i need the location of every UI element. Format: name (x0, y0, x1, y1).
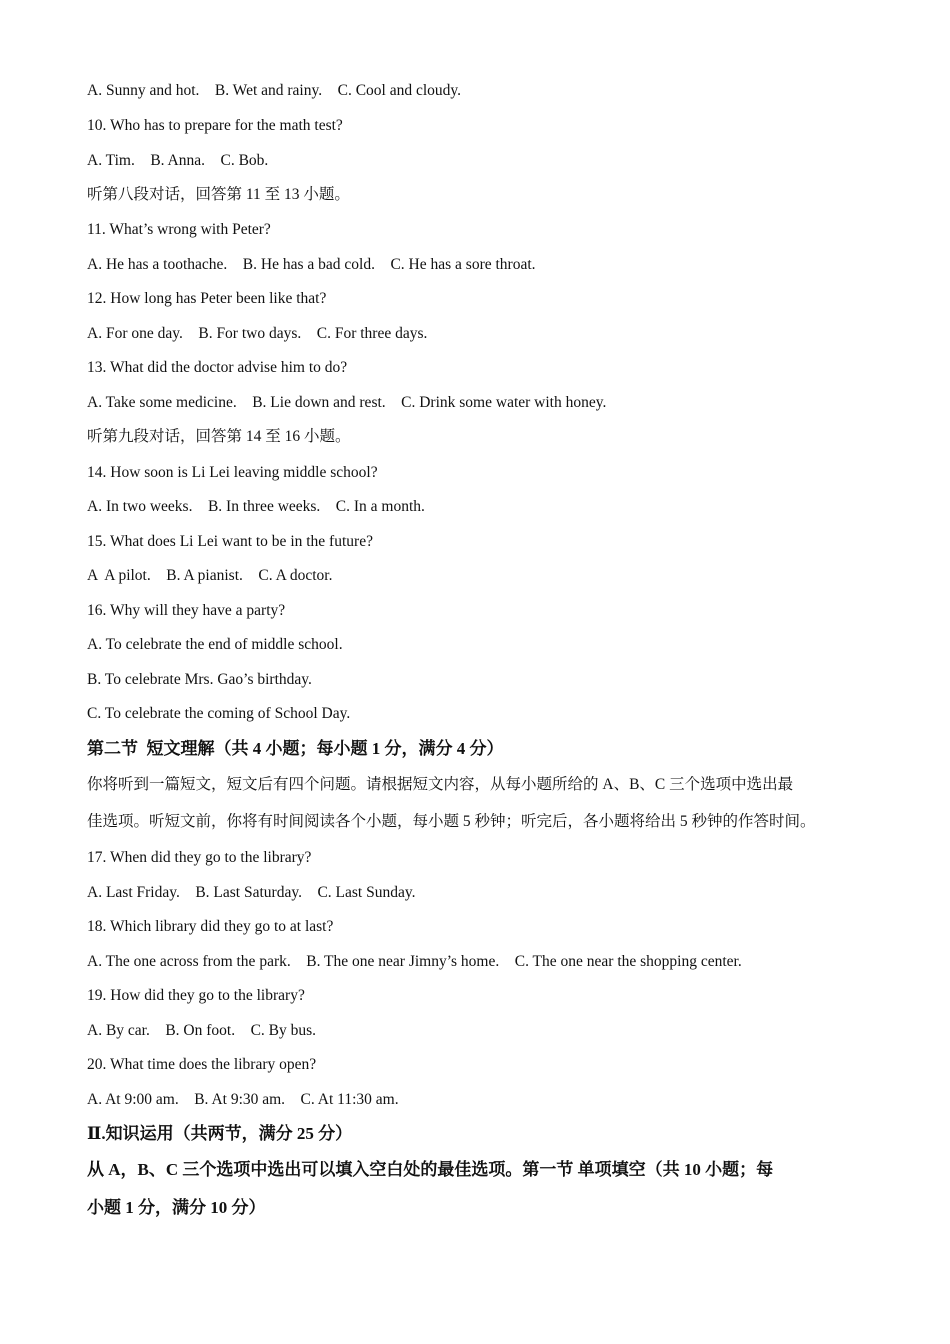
part-heading-knowledge: Ⅱ.知识运用（共两节，满分 25 分） (87, 1124, 353, 1143)
question-17: 17. When did they go to the library? (87, 849, 312, 866)
part-instruction-line-2: 小题 1 分，满分 10 分） (87, 1198, 266, 1217)
answer-options-q18: A. The one across from the park. B. The one near Jimny’s home. C. The one near the shopping center. (87, 953, 742, 970)
question-11: 11. What’s wrong with Peter? (87, 221, 271, 238)
part-instruction-line-1: 从 A，B、C 三个选项中选出可以填入空白处的最佳选项。第一节 单项填空（共 10 小题；每 (87, 1160, 774, 1179)
answer-options-q12: A. For one day. B. For two days. C. For three days. (87, 325, 428, 342)
section-heading-short-passage: 第二节 短文理解（共 4 小题；每小题 1 分，满分 4 分） (87, 739, 504, 758)
answer-options-q15: A A pilot. B. A pianist. C. A doctor. (87, 567, 333, 584)
answer-option-q16-c: C. To celebrate the coming of School Day. (87, 705, 351, 722)
dialogue-9-instruction: 听第九段对话，回答第 14 至 16 小题。 (87, 428, 351, 445)
answer-options-q11: A. He has a toothache. B. He has a bad cold. C. He has a sore throat. (87, 256, 536, 273)
question-16: 16. Why will they have a party? (87, 602, 286, 619)
question-19: 19. How did they go to the library? (87, 987, 305, 1004)
section-instructions-line-1: 你将听到一篇短文，短文后有四个问题。请根据短文内容，从每小题所给的 A、B、C 三个选项中选出最 (87, 776, 794, 793)
answer-options-q9: A. Sunny and hot. B. Wet and rainy. C. Cool and cloudy. (87, 82, 462, 99)
answer-options-q13: A. Take some medicine. B. Lie down and rest. C. Drink some water with honey. (87, 394, 607, 411)
question-10: 10. Who has to prepare for the math test? (87, 117, 343, 134)
question-12: 12. How long has Peter been like that? (87, 290, 327, 307)
question-13: 13. What did the doctor advise him to do? (87, 359, 348, 376)
question-18: 18. Which library did they go to at last? (87, 918, 334, 935)
answer-options-q17: A. Last Friday. B. Last Saturday. C. Last Sunday. (87, 884, 416, 901)
answer-option-q16-b: B. To celebrate Mrs. Gao’s birthday. (87, 671, 312, 688)
question-14: 14. How soon is Li Lei leaving middle school? (87, 464, 378, 481)
question-15: 15. What does Li Lei want to be in the future? (87, 533, 373, 550)
answer-options-q20: A. At 9:00 am. B. At 9:30 am. C. At 11:30 am. (87, 1091, 399, 1108)
answer-options-q10: A. Tim. B. Anna. C. Bob. (87, 152, 269, 169)
answer-options-q19: A. By car. B. On foot. C. By bus. (87, 1022, 317, 1039)
section-instructions-line-2: 佳选项。听短文前，你将有时间阅读各个小题，每小题 5 秒钟；听完后，各小题将给出 5 秒钟的作答时间。 (87, 813, 816, 830)
answer-option-q16-a: A. To celebrate the end of middle school. (87, 636, 343, 653)
answer-options-q14: A. In two weeks. B. In three weeks. C. In a month. (87, 498, 425, 515)
dialogue-8-instruction: 听第八段对话，回答第 11 至 13 小题。 (87, 186, 350, 203)
question-20: 20. What time does the library open? (87, 1056, 317, 1073)
